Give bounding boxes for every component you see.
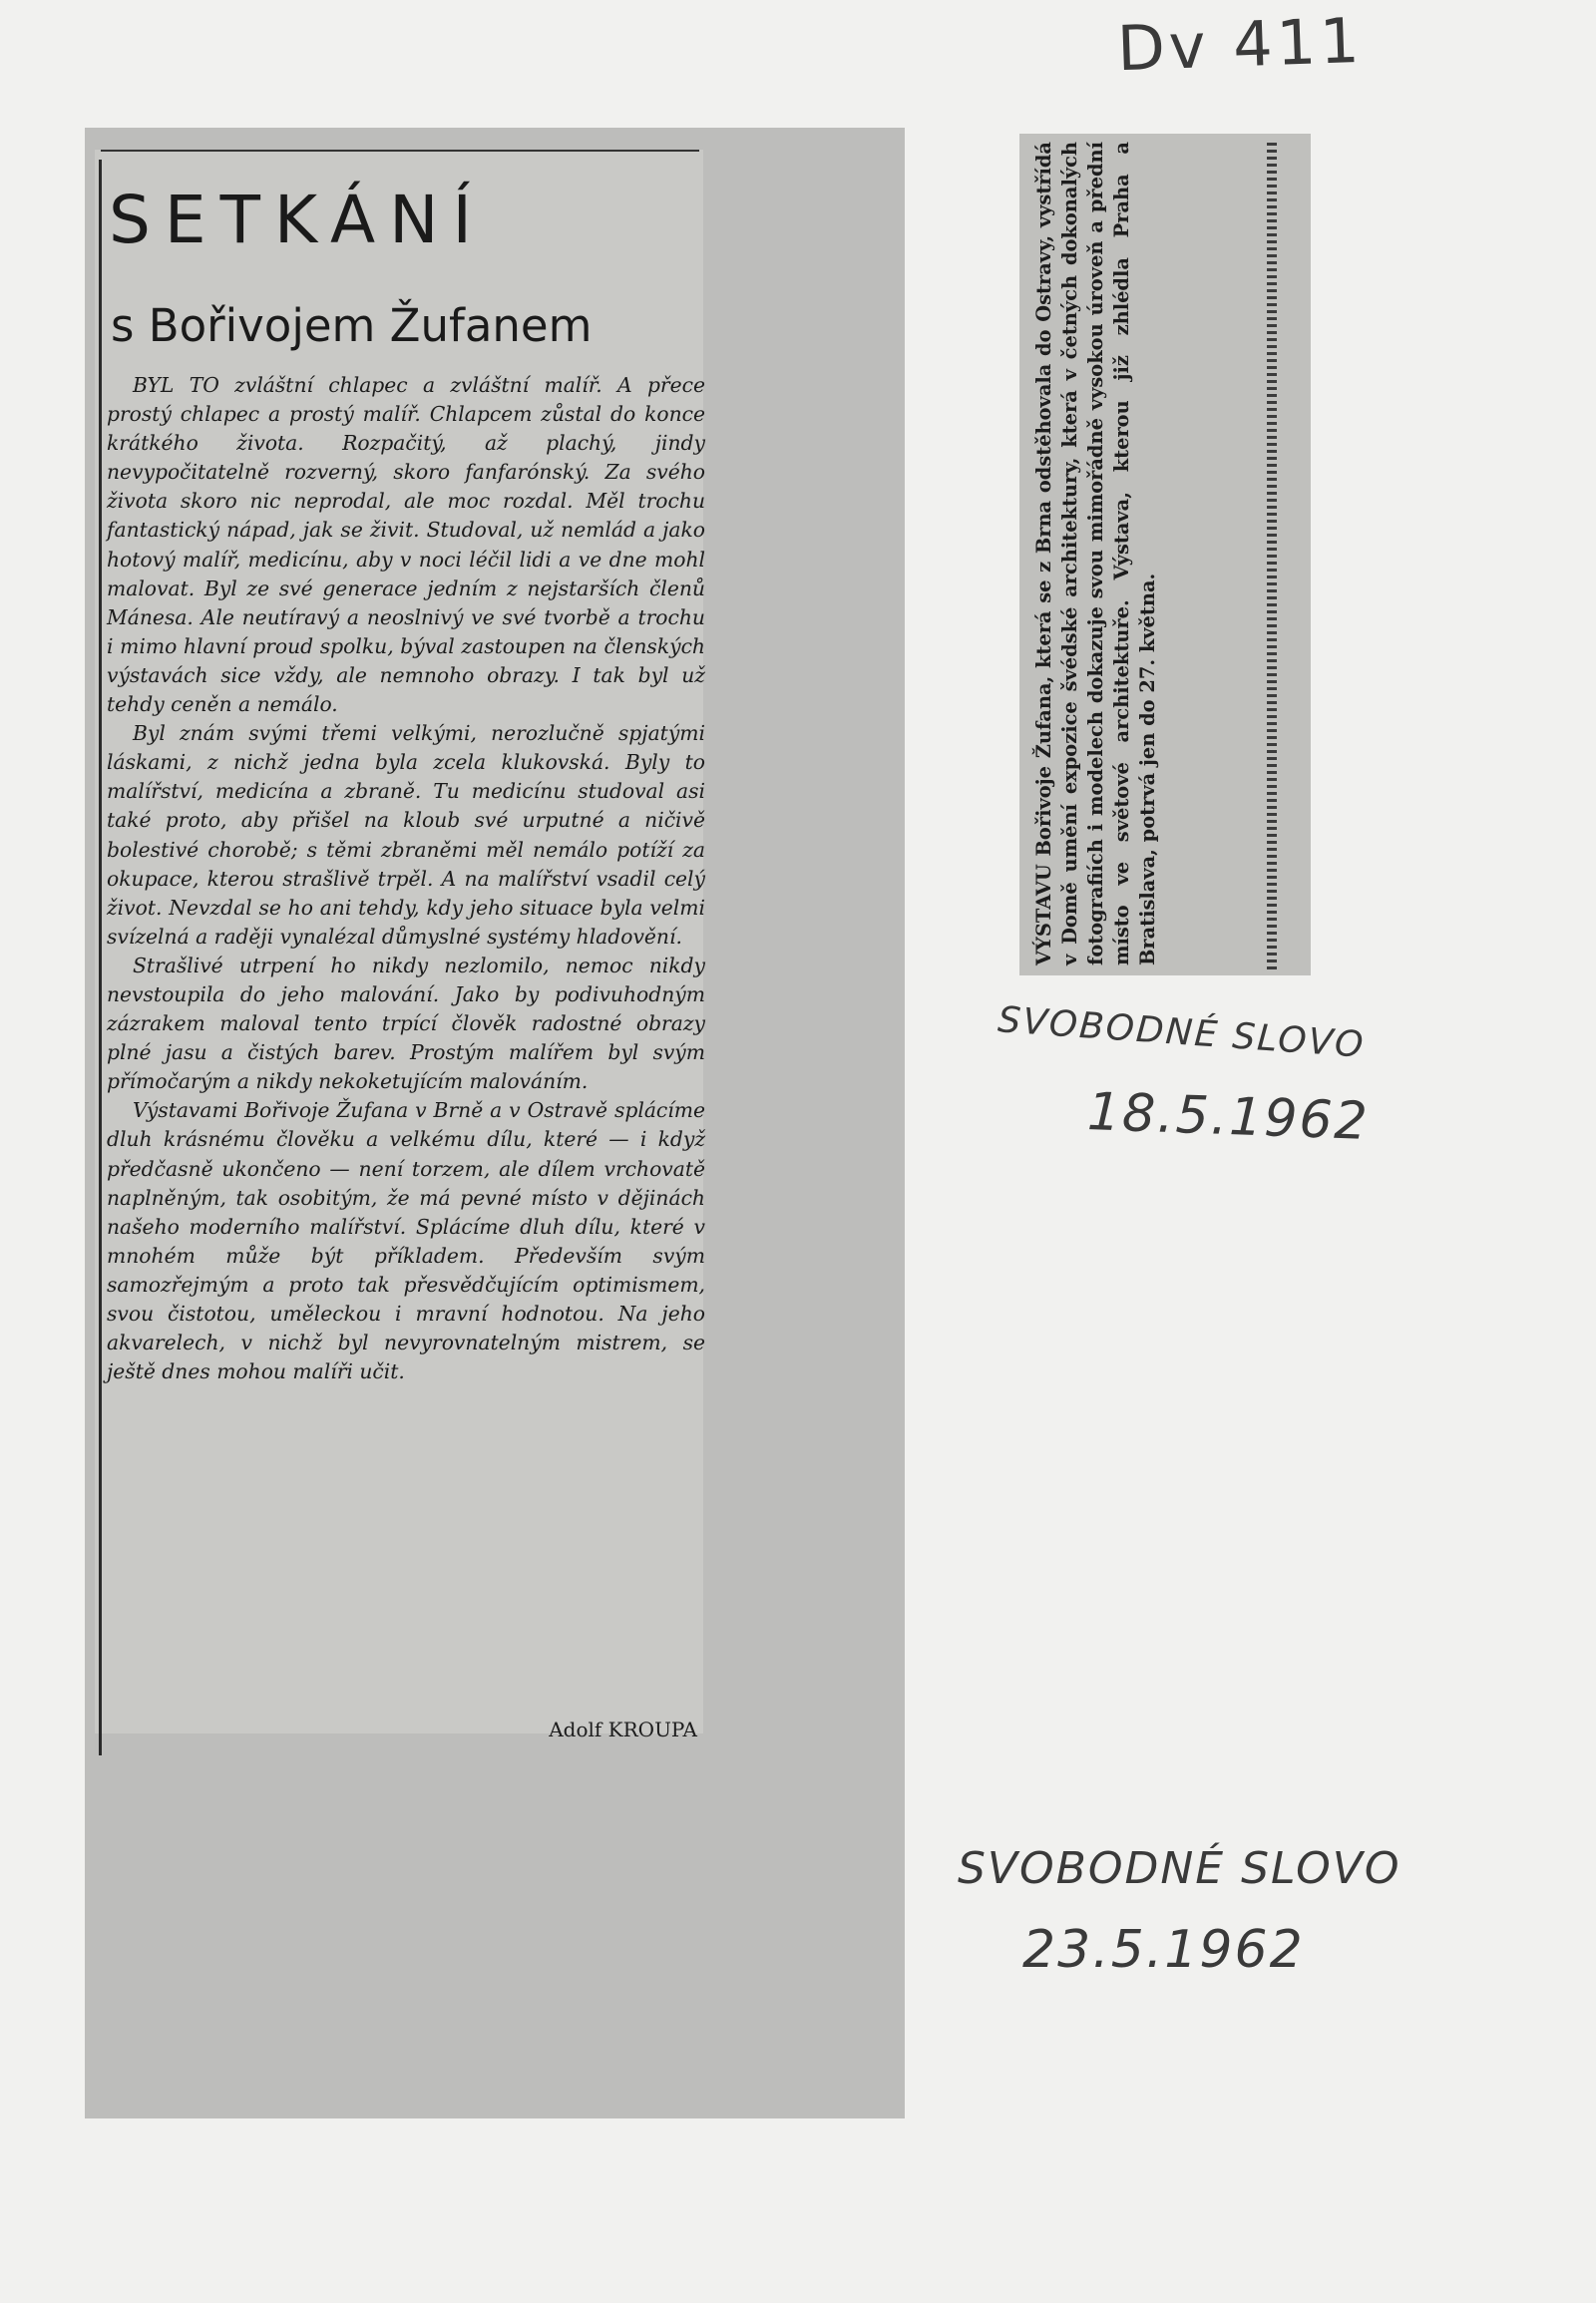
side-notice [1027, 142, 1297, 969]
article-subheadline: s Bořivojem Žufanem [111, 299, 593, 352]
source-annotation-2: SVOBODNÉ SLOVO [958, 1843, 1401, 1894]
article-author: Adolf KROUPA [549, 1718, 697, 1741]
side-clipping [1019, 134, 1311, 975]
side-notice-text-rotated [1031, 142, 1161, 965]
paragraph: Výstavami Bořivoje Žufana v Brně a v Ostravě splácíme dluh krásnému člověku a velkému dílu, které — i když předčasně ukončeno — není torzem, ale dílem vrchovatě naplněným, tak osobitým, že má pevné místo v dějinách našeho moderního malířství. Splácíme dluh dílu, které v mnohém může být příkladem. Především svým samozřejmým a proto tak přesvědčujícím optimismem, svou čistotou, uměleckou i mravní hodnotou. Na jeho akvarelech, v nichž byl nevyrovnatelným mistrem, se ještě dnes mohou malíři učit. [107, 1098, 705, 1384]
side-notice-paragraph: VÝSTAVU Bořivoje Žufana, která se z Brna odstěhovala do Ostravy, vystřídá v Domě umění expozice švédské architektury, která v četných dokonalých fotografiích i modelech dokazuje svou mimořádně vysokou úroveň a přední místo ve světové architektuře. Výstava, kterou již zhlédla Praha a Bratislava, potrvá jen do 27. května. [1032, 142, 1159, 965]
torn-edge [1267, 142, 1277, 969]
article-body [107, 371, 705, 1386]
date-annotation-1: 18.5.1962 [1086, 1082, 1371, 1152]
article-headline: SETKÁNÍ [109, 182, 487, 258]
main-clipping [85, 128, 905, 2118]
date-annotation-2: 23.5.1962 [1022, 1920, 1305, 1980]
paragraph: BYL TO zvláštní chlapec a zvláštní malíř. A přece prostý chlapec a prostý malíř. Chlapcem zůstal do konce krátkého života. Rozpačitý, až plachý, jindy nevypočitatelně rozverný, skoro fanfarónský. Za svého života skoro nic neprodal, ale moc rozdal. Měl trochu fantastický nápad, jak se živit. Studoval, už nemlád a jako hotový malíř, medicínu, aby v noci léčil lidi a ve dne mohl malovat. Byl ze své generace jedním z nejstarších členů Mánesa. Ale neutíravý a neoslnivý ve své tvorbě a trochu i mimo hlavní proud spolku, býval zastoupen na členských výstavách sice vždy, ale nemnoho obrazy. I tak byl už tehdy ceněn a nemálo. [107, 373, 705, 717]
paragraph: Strašlivé utrpení ho nikdy nezlomilo, nemoc nikdy nevstoupila do jeho malování. Jako by podivuhodným zázrakem maloval tento trpící člověk radostné obrazy plné jasu a čistých barev. Prostým malířem byl svým přímočarým a nikdy nekoketujícím malováním. [107, 953, 705, 1094]
top-rule [101, 150, 699, 152]
catalog-number-annotation: Dv 411 [1115, 3, 1365, 86]
left-rule [99, 160, 102, 1755]
source-annotation-1: SVOBODNÉ SLOVO [997, 999, 1367, 1066]
paragraph: Byl znám svými třemi velkými, nerozlučně spjatými láskami, z nichž jedna byla zcela klukovská. Byly to malířství, medicína a zbraně. Tu medicínu studoval asi také proto, aby přišel na kloub své urputné a ničivě bolestivé chorobě; s těmi zbraněmi měl nemálo potíží za okupace, kterou strašlivě trpěl. A na malířství vsadil celý život. Nevzdal se ho ani tehdy, kdy jeho situace byla velmi svízelná a raději vynalézal důmyslné systémy hladovění. [107, 721, 705, 949]
article [95, 150, 705, 1741]
